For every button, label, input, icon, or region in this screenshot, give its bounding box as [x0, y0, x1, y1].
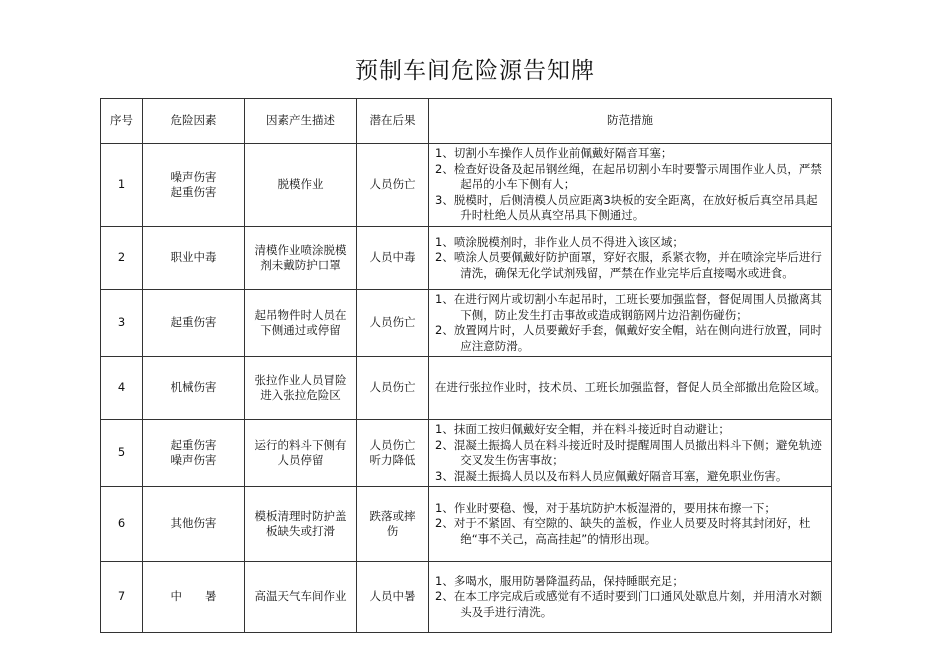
cell-cause-line: 板缺失或打滑 — [266, 524, 335, 538]
cell-consequence — [357, 290, 429, 357]
cell-hazard-line: 噪声伤害 — [170, 453, 217, 467]
cell-hazard-line: 起重伤害 — [170, 437, 217, 452]
column-header-cause: 因素产生描述 — [245, 99, 357, 144]
cell-hazard-line: 噪声伤害 — [170, 169, 217, 184]
cell-hazard-line: 中 暑 — [170, 589, 217, 604]
cell-hazard — [143, 562, 245, 633]
cell-cause-line: 清模作业喷涂脱模 — [254, 242, 347, 257]
cell-measures — [429, 227, 832, 290]
cell-measures — [429, 357, 832, 420]
cell-consequence — [357, 227, 429, 290]
table-row — [101, 144, 832, 227]
cell-cause — [245, 562, 357, 633]
cell-consequence — [357, 420, 429, 487]
cell-cause-line: 剂未戴防护口罩 — [260, 258, 341, 272]
cell-hazard-line: 其他伤害 — [170, 516, 217, 531]
cell-hazard — [143, 420, 245, 487]
cell-no: 1 — [101, 144, 143, 227]
column-header-consequence: 潜在后果 — [357, 99, 429, 144]
cell-cause-line: 张拉作业人员冒险 — [254, 372, 347, 387]
measure-item: 在进行张拉作业时，技术员、工班长加强监督，督促人员全部撤出危险区域。 — [435, 380, 826, 395]
cell-consequence — [357, 357, 429, 420]
table-header-row — [101, 99, 832, 144]
cell-measures — [429, 144, 832, 227]
cell-hazard — [143, 487, 245, 562]
cell-consequence-line: 人员中暑 — [369, 589, 416, 604]
cell-cause-line: 下侧通过或停留 — [260, 323, 341, 337]
cell-hazard-line: 起重伤害 — [170, 185, 217, 199]
measure-item: 2、检查好设备及起吊钢丝绳，在起吊切割小车时要警示周围作业人员，严禁起吊的小车下侧有人； — [435, 161, 822, 192]
cell-cause — [245, 420, 357, 487]
measure-item: 2、喷涂人员要佩戴好防护面罩，穿好衣服，系紧衣物，并在喷涂完毕后进行清洗，确保无化学试剂残留，严禁在作业完毕后直接喝水或进食。 — [435, 250, 822, 280]
cell-hazard — [143, 290, 245, 357]
cell-no: 2 — [101, 227, 143, 290]
cell-cause — [245, 357, 357, 420]
measure-item: 2、放置网片时，人员要戴好手套，佩戴好安全帽，站在侧向进行放置，同时应注意防滑。 — [435, 323, 822, 353]
measure-item: 1、在进行网片或切割小车起吊时，工班长要加强监督，督促周围人员撤离其下侧，防止发生打击事故或造成钢筋网片边沿割伤碰伤； — [435, 292, 822, 322]
column-header-hazard: 危险因素 — [143, 99, 245, 144]
page-title: 预制车间危险源告知牌 — [355, 58, 595, 84]
cell-consequence-line: 跌落或摔 — [369, 508, 416, 523]
cell-consequence-line: 听力降低 — [369, 453, 416, 467]
cell-consequence-line: 人员伤亡 — [369, 437, 416, 452]
table-row — [101, 290, 832, 357]
table-row — [101, 420, 832, 487]
cell-consequence — [357, 562, 429, 633]
cell-consequence-line: 人员伤亡 — [369, 177, 416, 192]
measure-item: 2、在本工序完成后或感觉有不适时要到门口通风处歇息片刻，并用清水对额头及手进行清洗。 — [435, 589, 822, 619]
cell-hazard — [143, 227, 245, 290]
cell-consequence — [357, 144, 429, 227]
cell-cause — [245, 290, 357, 357]
cell-cause-line: 人员停留 — [277, 453, 324, 467]
measure-item: 2、对于不紧固、有空隙的、缺失的盖板，作业人员要及时将其封闭好，杜绝“事不关己，高高挂起”的情形出现。 — [435, 516, 811, 546]
cell-hazard — [143, 357, 245, 420]
measure-item: 1、多喝水，服用防暑降温药品，保持睡眠充足； — [435, 573, 684, 588]
cell-cause — [245, 144, 357, 227]
measure-item: 1、切割小车操作人员作业前佩戴好隔音耳塞； — [435, 146, 673, 161]
cell-no: 7 — [101, 562, 143, 633]
measure-item: 2、混凝土振捣人员在料斗接近时及时提醒周围人员撤出料斗下侧；避免轨迹交叉发生伤害事故； — [435, 437, 822, 467]
table-row — [101, 357, 832, 420]
cell-hazard-line: 职业中毒 — [170, 250, 217, 265]
cell-cause-line: 起吊物件时人员在 — [254, 307, 347, 322]
cell-measures — [429, 562, 832, 633]
cell-consequence-line: 人员中毒 — [369, 250, 416, 265]
cell-hazard — [143, 144, 245, 227]
cell-measures — [429, 290, 832, 357]
measure-item: 3、脱模时，后侧清模人员应距离3块板的安全距离，在放好板后真空吊具起升时杜绝人员从真空吊具下侧通过。 — [435, 192, 818, 223]
cell-consequence-line: 伤 — [386, 524, 399, 538]
cell-no: 3 — [101, 290, 143, 357]
table-row — [101, 227, 832, 290]
measure-item: 1、抹面工按归佩戴好安全帽，并在料斗接近时自动避让； — [435, 422, 730, 436]
cell-cause-line: 进入张拉危险区 — [260, 388, 341, 402]
cell-no: 6 — [101, 487, 143, 562]
cell-no: 4 — [101, 357, 143, 420]
cell-cause-line: 模板清理时防护盖 — [254, 508, 347, 523]
table-body — [101, 144, 832, 633]
cell-consequence-line: 人员伤亡 — [369, 315, 416, 330]
cell-consequence-line: 人员伤亡 — [369, 380, 416, 395]
cell-no: 5 — [101, 420, 143, 487]
cell-measures — [429, 487, 832, 562]
cell-cause-line: 脱模作业 — [277, 177, 324, 192]
column-header-measures: 防范措施 — [429, 99, 832, 144]
cell-cause-line: 高温天气车间作业 — [254, 589, 347, 604]
column-header-no: 序号 — [101, 99, 143, 144]
measure-item: 1、喷涂脱模剂时，非作业人员不得进入该区域； — [435, 234, 684, 249]
table-row — [101, 487, 832, 562]
cell-consequence — [357, 487, 429, 562]
cell-hazard-line: 机械伤害 — [170, 380, 217, 395]
measure-item: 3、混凝土振捣人员以及布料人员应佩戴好隔音耳塞，避免职业伤害。 — [435, 468, 788, 483]
measure-item: 1、作业时要稳、慢，对于基坑防护木板湿滑的，要用抹布擦一下； — [435, 500, 776, 515]
cell-cause — [245, 487, 357, 562]
cell-cause — [245, 227, 357, 290]
cell-measures — [429, 420, 832, 487]
table-row — [101, 562, 832, 633]
cell-cause-line: 运行的料斗下侧有 — [254, 437, 347, 452]
hazard-table — [100, 98, 832, 633]
cell-hazard-line: 起重伤害 — [170, 315, 217, 330]
